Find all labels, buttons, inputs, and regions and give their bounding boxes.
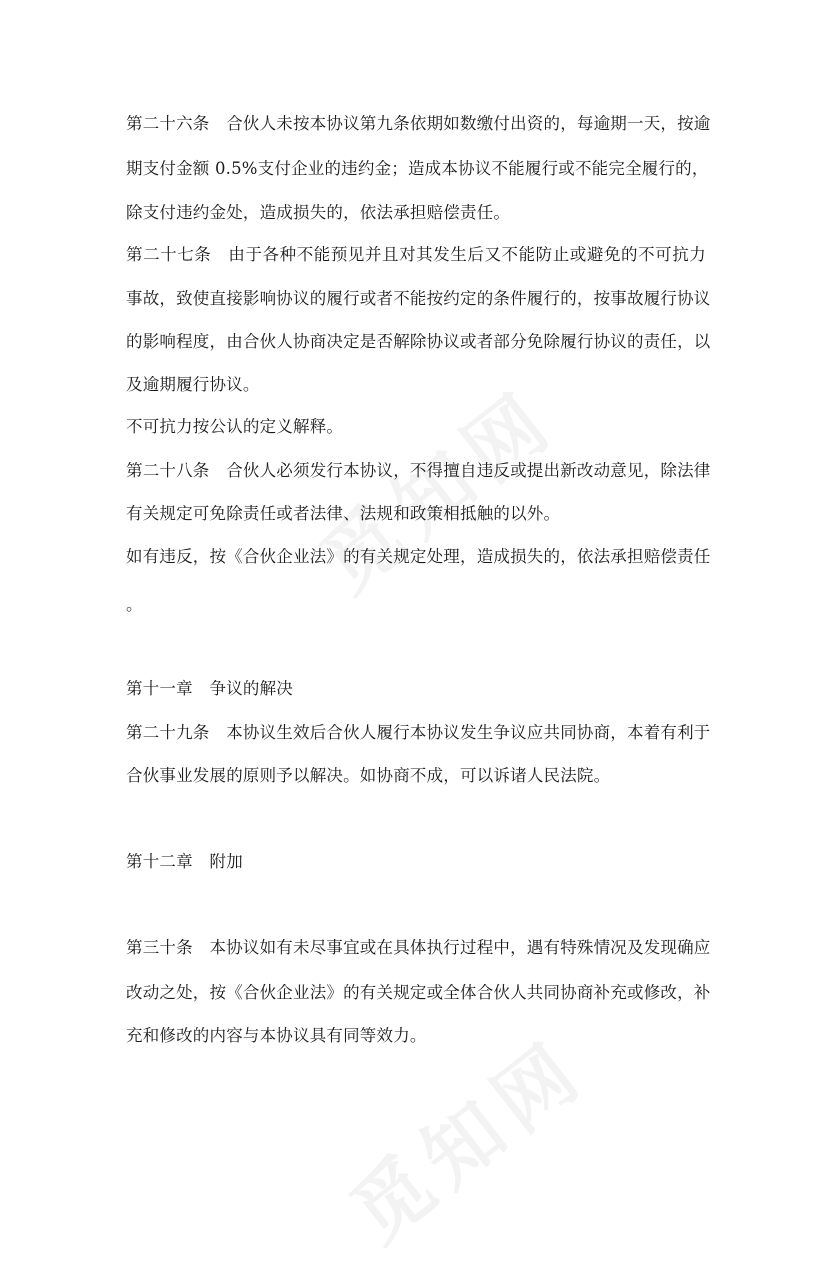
text-line: 及逾期履行协议。 — [126, 375, 260, 394]
text-line: 除支付违约金处，造成损失的，依法承担赔偿责任。 — [126, 203, 511, 222]
text-line: 事故，致使直接影响协议的履行或者不能按约定的条件履行的，按事故履行协议 — [126, 289, 711, 308]
text-line: 有关规定可免除责任或者法律、法规和政策相抵触的以外。 — [126, 504, 561, 523]
text-line: 期支付金额 0.5%支付企业的违约金；造成本协议不能履行或不能完全履行的， — [126, 159, 709, 178]
text-line: 改动之处，按《合伙企业法》的有关规定或全体合伙人共同协商补充或修改，补 — [126, 983, 711, 1002]
force-majeure-note: 不可抗力按公认的定义解释。 — [126, 417, 344, 436]
text-line: 第三十条 本协议如有未尽事宜或在具体执行过程中，遇有特殊情况及发现确应 — [126, 938, 711, 957]
text-line: 如有违反，按《合伙企业法》的有关规定处理，造成损失的，依法承担赔偿责任 — [126, 547, 711, 566]
text-line: 第二十六条 合伙人未按本协议第九条依期如数缴付出资的，每逾期一天，按逾 — [126, 114, 711, 133]
chapter-heading: 第十二章 附加 — [126, 852, 243, 871]
text-line: 第二十七条 由于各种不能预见并且对其发生后又不能防止或避免的不可抗力 — [126, 245, 706, 264]
text-line: 。 — [126, 595, 143, 614]
chapter-heading: 第十一章 争议的解决 — [126, 679, 293, 698]
text-line: 充和修改的内容与本协议具有同等效力。 — [126, 1026, 427, 1045]
watermark — [294, 359, 576, 613]
text-line: 合伙事业发展的原则予以解决。如协商不成，可以诉诸人民法院。 — [126, 766, 611, 785]
text-line: 第二十九条 本协议生效后合伙人履行本协议发生争议应共同协商，本着有利于 — [126, 723, 711, 742]
text-line: 第二十八条 合伙人必须发行本协议，不得擅自违反或提出新改动意见，除法律 — [126, 461, 711, 480]
text-line: 的影响程度，由合伙人协商决定是否解除协议或者部分免除履行协议的责任，以 — [126, 332, 711, 351]
